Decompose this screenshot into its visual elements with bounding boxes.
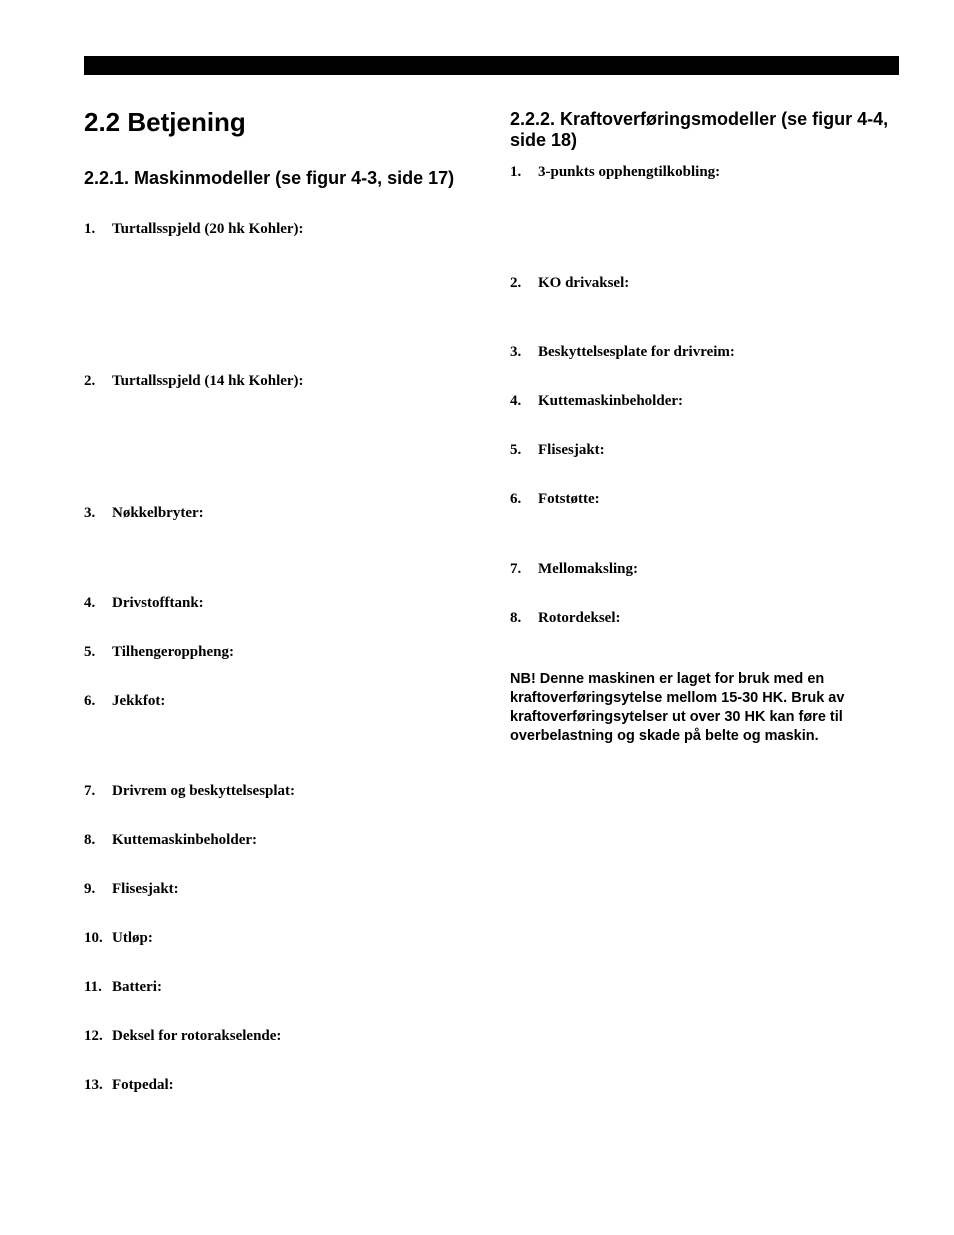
- item-label: Fotstøtte:: [538, 491, 600, 507]
- item-number: 5.: [510, 442, 522, 458]
- item-label: Beskyttelsesplate for drivreim:: [538, 344, 735, 360]
- item-label: Utløp:: [112, 930, 153, 946]
- item-label: Jekkfot:: [112, 693, 166, 709]
- item-number: 7.: [510, 561, 522, 577]
- right-subheading: 2.2.2. Kraftoverføringsmodeller (se figur 4-4, side 18): [510, 109, 889, 150]
- item-number: 9.: [84, 881, 96, 897]
- item-label: Nøkkelbryter:: [112, 505, 204, 521]
- item-label: KO drivaksel:: [538, 275, 630, 291]
- item-label: Flisesjakt:: [112, 881, 179, 897]
- item-label: Rotordeksel:: [538, 610, 621, 626]
- item-number: 1.: [510, 164, 522, 180]
- item-number: 4.: [84, 595, 96, 611]
- item-number: 5.: [84, 644, 96, 660]
- item-number: 4.: [510, 393, 522, 409]
- item-number: 6.: [84, 693, 96, 709]
- item-label: Tilhengeroppheng:: [112, 644, 234, 660]
- item-label: Kuttemaskinbeholder:: [112, 832, 258, 848]
- item-number: 8.: [84, 832, 96, 848]
- item-number: 6.: [510, 491, 522, 507]
- item-number: 10.: [84, 930, 103, 946]
- item-label: Turtallsspjeld (20 hk Kohler):: [112, 221, 304, 237]
- item-label: Fotpedal:: [112, 1077, 174, 1093]
- item-label: Flisesjakt:: [538, 442, 605, 458]
- item-number: 3.: [84, 505, 96, 521]
- left-subheading: 2.2.1. Maskinmodeller (se figur 4-3, side 17): [84, 168, 455, 188]
- item-number: 2.: [510, 275, 522, 291]
- item-label: Kuttemaskinbeholder:: [538, 393, 684, 409]
- item-label: Mellomaksling:: [538, 561, 638, 577]
- item-label: Turtallsspjeld (14 hk Kohler):: [112, 373, 304, 389]
- item-number: 2.: [84, 373, 96, 389]
- item-label: 3-punkts opphengtilkobling:: [538, 164, 721, 180]
- item-number: 1.: [84, 221, 96, 237]
- item-label: Drivstofftank:: [112, 595, 204, 611]
- item-label: Drivrem og beskyttelsesplat:: [112, 783, 296, 799]
- item-number: 11.: [84, 979, 102, 995]
- item-number: 12.: [84, 1028, 103, 1044]
- warning-note: NB! Denne maskinen er laget for bruk med en kraftoverføringsytelse mellom 15-30 HK. Bruk av kraftoverføringsytelser ut over 30 HK kan føre til overbelastning og skade på belte og maskin.: [510, 671, 845, 744]
- item-number: 7.: [84, 783, 96, 799]
- item-number: 13.: [84, 1077, 103, 1093]
- item-label: Batteri:: [112, 979, 162, 995]
- header-rule: [84, 56, 899, 75]
- section-title: 2.2 Betjening: [84, 107, 246, 137]
- item-number: 8.: [510, 610, 522, 626]
- item-number: 3.: [510, 344, 522, 360]
- item-label: Deksel for rotorakselende:: [112, 1028, 282, 1044]
